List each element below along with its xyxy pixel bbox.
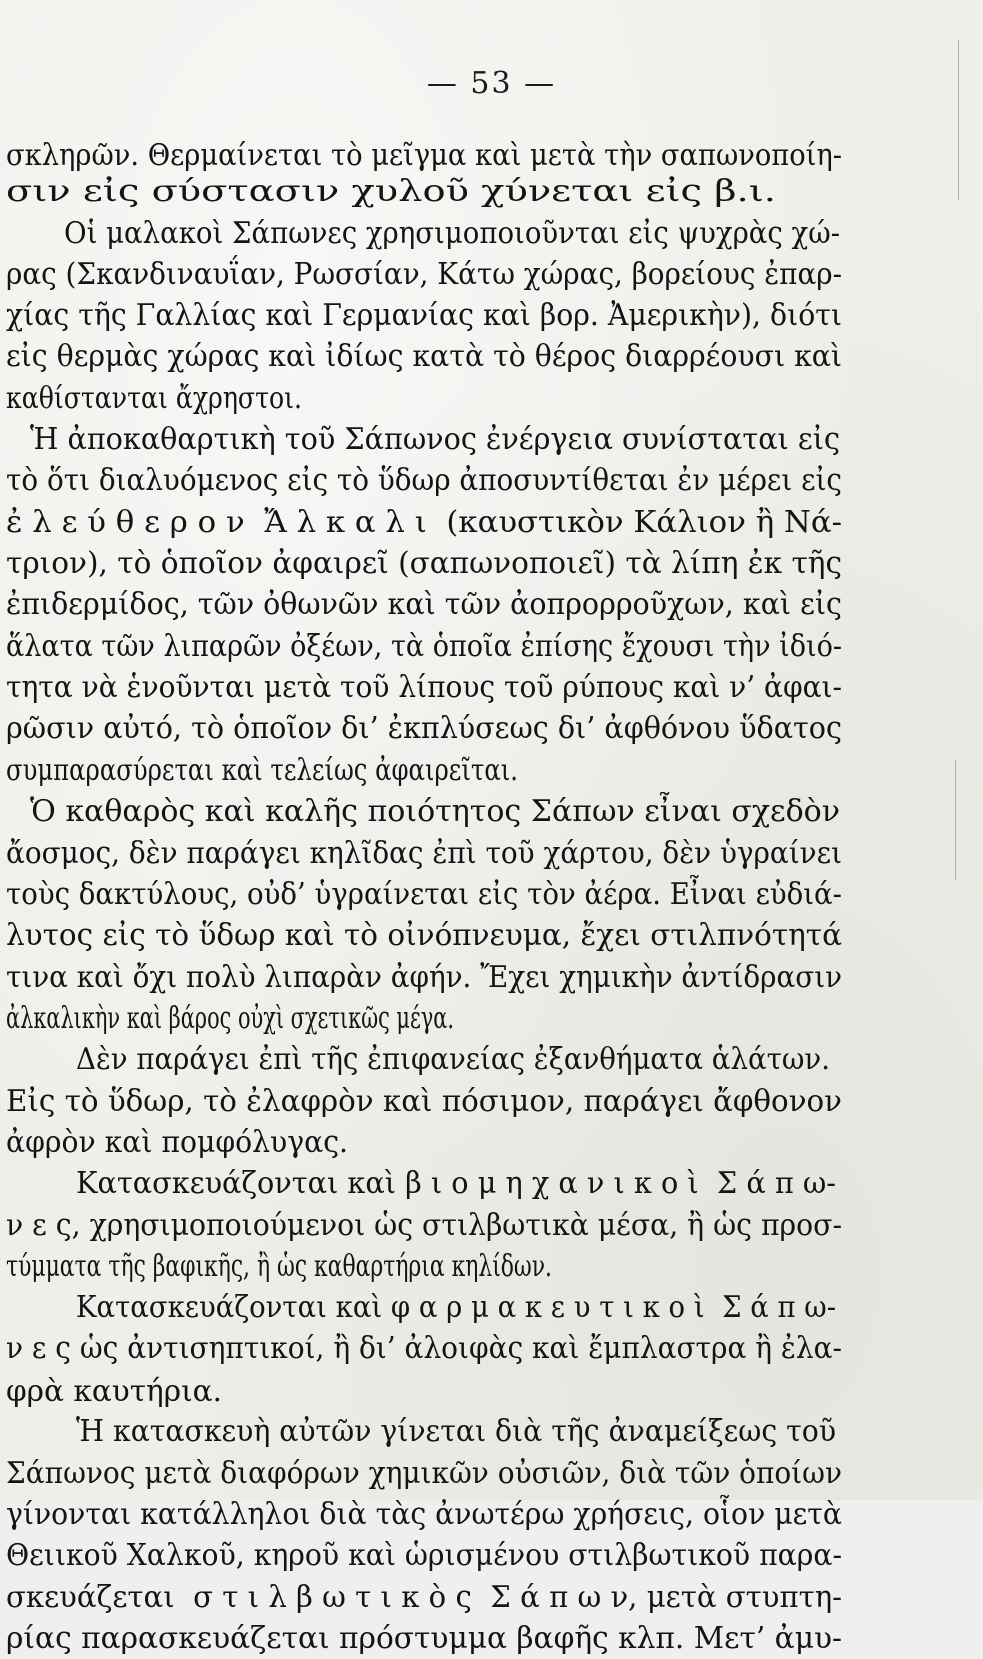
- text-line: [76, 1164, 983, 1204]
- text-line: [64, 214, 983, 254]
- text-line-content: ἐπιδερμίδος, τῶν ὀθωνῶν καὶ τῶν ἀοπρορροῦχων, καὶ εἰς: [6, 587, 842, 622]
- text-line: [6, 544, 983, 584]
- text-line: [6, 1454, 983, 1494]
- text-line: [6, 875, 983, 915]
- text-line-content: χίας τῆς Γαλλίας καὶ Γερμανίας καὶ βορ. Ἀμερικὴν), διότι: [6, 298, 842, 333]
- text-line-content: σκληρῶν. Θερμαίνεται τὸ μεῖγμα καὶ μετὰ τὴν σαπωνοποίη-: [6, 138, 842, 173]
- text-line-content: λυτος εἰς τὸ ὕδωρ καὶ τὸ οἰνόπνευμα, ἔχει στιλπνότητά: [6, 918, 842, 953]
- text-line-content: συμπαρασύρεται καὶ τελείως ἀφαιρεῖται.: [6, 753, 518, 788]
- text-line-content: Οἱ μαλακοὶ Σάπωνες χρησιμοποιοῦνται εἰς ψυχρὰς χώ-: [64, 216, 840, 251]
- text-line: [6, 751, 983, 791]
- scan-scratch-mark: [955, 760, 956, 880]
- text-line-content: ἀφρὸν καὶ πομφόλυγας.: [6, 1125, 348, 1160]
- text-line-content: ἅλατα τῶν λιπαρῶν ὀξέων, τὰ ὁποῖα ἐπίσης ἔχουσι τὴν ἰδιό-: [6, 629, 842, 664]
- text-line-content: τύμματα τῆς βαφικῆς, ἢ ὡς καθαρτήρια κηλίδων.: [6, 1249, 552, 1284]
- text-line-content: Ἡ ἀποκαθαρτικὴ τοῦ Σάπωνος ἐνέργεια συνίσταται εἰς: [30, 422, 840, 457]
- text-line-content: τὸ ὅτι διαλυόμενος εἰς τὸ ὕδωρ ἀποσυντίθεται ἐν μέρει εἰς: [6, 463, 842, 498]
- text-line: [6, 999, 983, 1039]
- text-line: [76, 1040, 983, 1080]
- text-line: [6, 916, 983, 956]
- text-line-content: Δὲν παράγει ἐπὶ τῆς ἐπιφανείας ἐξανθήματα ἁλάτων.: [76, 1042, 830, 1077]
- text-line-content: Εἰς τὸ ὕδωρ, τὸ ἐλαφρὸν καὶ πόσιμον, παράγει ἄφθονον: [6, 1084, 842, 1119]
- text-line-content: σιν εἰς σύστασιν χυλοῦ χύνεται εἰς β.ι.: [6, 174, 776, 209]
- text-line: [6, 1536, 983, 1576]
- text-line: [6, 834, 983, 874]
- text-line: [6, 668, 983, 708]
- text-line-content: σκευάζεται σ τ ι λ β ω τ ι κ ὸ ς Σ ά π ω ν, μετὰ στυπτη-: [6, 1580, 842, 1615]
- text-line: [6, 296, 983, 336]
- text-line: [6, 255, 983, 295]
- text-line: [6, 461, 983, 501]
- text-line-content: Ὁ καθαρὸς καὶ καλῆς ποιότητος Σάπων εἶναι σχεδὸν: [30, 794, 840, 829]
- page-number: — 53 —: [426, 66, 557, 101]
- text-line: [6, 379, 983, 419]
- text-line-content: ρας (Σκανδιναυΐαν, Ρωσσίαν, Κάτω χώρας, βορείους ἐπαρ-: [6, 257, 842, 292]
- text-line: [6, 709, 983, 749]
- text-line: [6, 1329, 983, 1369]
- text-line: [6, 503, 983, 543]
- text-line-content: ν ε ς, χρησιμοποιούμενοι ὡς στιλβωτικὰ μέσα, ἢ ὡς προσ-: [6, 1208, 842, 1243]
- text-line-content: ἄοσμος, δὲν παράγει κηλῖδας ἐπὶ τοῦ χάρτου, δὲν ὑγραίνει: [6, 836, 842, 871]
- scan-scratch-mark: [958, 40, 959, 200]
- text-line: [6, 337, 983, 377]
- text-line: [6, 1578, 983, 1618]
- text-line: [76, 1412, 983, 1452]
- text-line-content: Κατασκευάζονται καὶ φ α ρ μ α κ ε υ τ ι κ ο ὶ Σ ά π ω-: [76, 1290, 836, 1325]
- text-line: [6, 585, 983, 625]
- text-line-content: τητα νὰ ἑνοῦνται μετὰ τοῦ λίπους τοῦ ρύπους καὶ ν’ ἀφαι-: [6, 670, 842, 705]
- text-line: [6, 172, 983, 212]
- text-line: [6, 1206, 983, 1246]
- text-line: [76, 1288, 983, 1328]
- text-line-content: φρὰ καυτήρια.: [6, 1374, 222, 1409]
- text-line-content: τινα καὶ ὄχι πολὺ λιπαρὰν ἀφήν. Ἔχει χημικὴν ἀντίδρασιν: [6, 960, 842, 995]
- text-line-content: ἀλκαλικὴν καὶ βάρος οὐχὶ σχετικῶς μέγα.: [6, 1001, 454, 1036]
- text-line-content: Ἡ κατασκευὴ αὐτῶν γίνεται διὰ τῆς ἀναμείξεως τοῦ: [76, 1414, 836, 1449]
- text-line-content: γίνονται κατάλληλοι διὰ τὰς ἀνωτέρω χρήσεις, οἷον μετὰ: [6, 1497, 842, 1532]
- text-line: [6, 1123, 983, 1163]
- text-line-content: εἰς θερμὰς χώρας καὶ ἰδίως κατὰ τὸ θέρος διαρρέουσι καὶ: [6, 339, 842, 374]
- text-line: [30, 792, 983, 832]
- text-line-content: Κατασκευάζονται καὶ β ι ο μ η χ α ν ι κ ο ὶ Σ ά π ω-: [76, 1166, 836, 1201]
- text-line: [6, 1495, 983, 1535]
- text-line-content: Θειικοῦ Χαλκοῦ, κηροῦ καὶ ὡρισμένου στιλβωτικοῦ παρα-: [6, 1538, 842, 1573]
- text-line: [6, 136, 983, 176]
- text-line: [6, 1372, 983, 1412]
- text-line-content: τριον), τὸ ὁποῖον ἀφαιρεῖ (σαπωνοποιεῖ) τὰ λίπη ἐκ τῆς: [6, 546, 842, 581]
- text-line-content: ρῶσιν αὐτό, τὸ ὁποῖον δι’ ἐκπλύσεως δι’ ἀφθόνου ὕδατος: [6, 711, 842, 746]
- text-line: [30, 420, 983, 460]
- text-line-content: καθίστανται ἄχρηστοι.: [6, 381, 302, 416]
- text-line-content: Σάπωνος μετὰ διαφόρων χημικῶν οὐσιῶν, διὰ τῶν ὁποίων: [6, 1456, 842, 1491]
- text-line-content: ρίας παρασκευάζεται πρόστυμμα βαφῆς κλπ. Μετ’ ἀμυ-: [6, 1621, 842, 1656]
- text-line-content: ἐ λ ε ύ θ ε ρ ο ν Ἄ λ κ α λ ι (καυστικὸν Κάλιον ἢ Νά-: [6, 505, 842, 540]
- text-line-content: τοὺς δακτύλους, οὐδ’ ὑγραίνεται εἰς τὸν ἀέρα. Εἶναι εὐδιά-: [6, 877, 842, 912]
- text-line: [6, 627, 983, 667]
- text-line: [6, 1619, 983, 1659]
- text-line: [6, 958, 983, 998]
- text-line: [6, 1247, 983, 1287]
- text-line: [6, 1082, 983, 1122]
- text-line-content: ν ε ς ὡς ἀντισηπτικοί, ἢ δι’ ἀλοιφὰς καὶ ἔμπλαστρα ἢ ἐλα-: [6, 1331, 842, 1366]
